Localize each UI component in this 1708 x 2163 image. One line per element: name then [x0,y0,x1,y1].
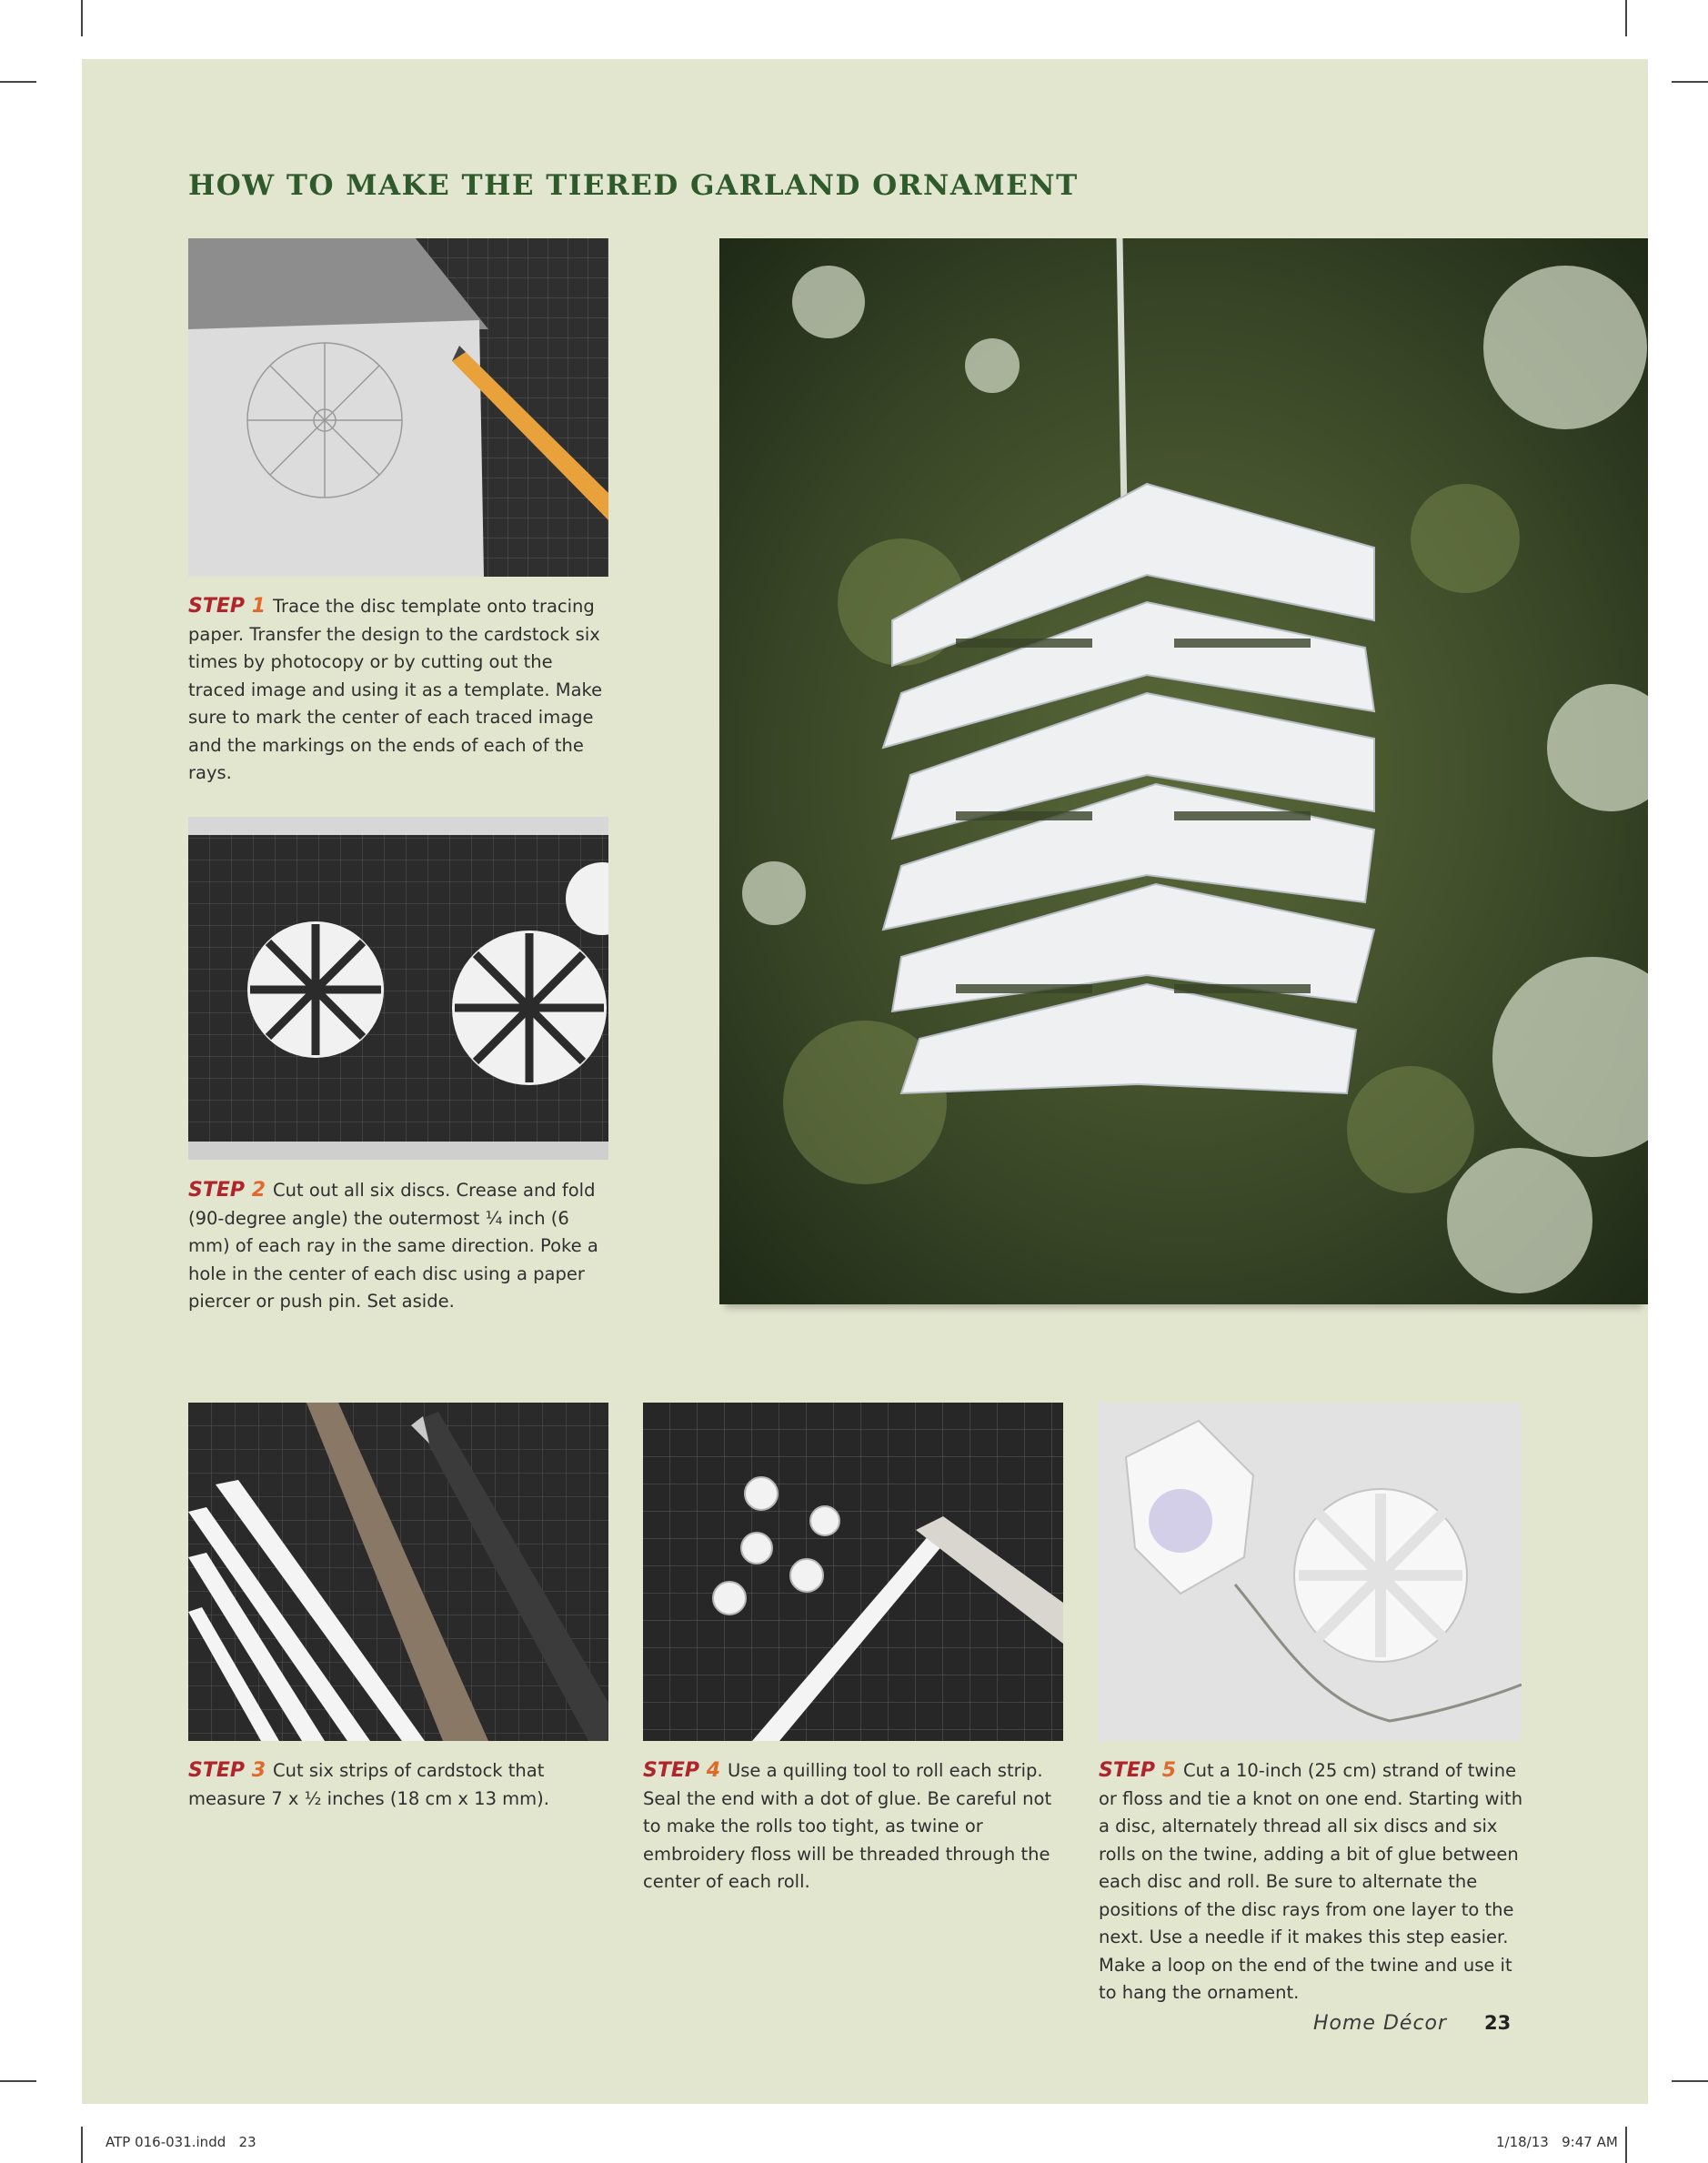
step-3-label: STEP 3 [188,1759,266,1782]
step-4-text: Use a quilling tool to roll each strip. Seal the end with a dot of glue. Be careful not to make the rolls too tight, as twine or embroidery floss will be threaded through the center of each roll. [643,1760,1052,1892]
step-4-caption [643,1757,1066,1896]
step-4-photo [643,1403,1063,1741]
crop-mark [0,81,36,83]
slug-filename: ATP 016-031.indd 23 [105,2134,256,2150]
crop-mark [1625,0,1627,36]
page-title: HOW TO MAKE THE TIERED GARLAND ORNAMENT [188,169,1079,202]
step-3-caption [188,1757,611,1813]
step-5-caption [1099,1757,1531,2007]
section-name: Home Décor [1313,2012,1448,2035]
crop-mark [1672,81,1708,83]
step-2-text: Cut out all six discs. Crease and fold (90-degree angle) the outermost ¼ inch (6 mm) of each ray in the same direction. Poke a hole in the center of each disc using a paper piercer or push pin. Set aside. [188,1180,598,1312]
slug-timestamp: 1/18/13 9:47 AM [1496,2134,1618,2150]
crop-mark [1672,2080,1708,2082]
step-1-text: Trace the disc template onto tracing paper. Transfer the design to the cardstock six times by photocopy or by cutting out the traced image and using it as a template. Make sure to mark the center of each traced image and the markings on the ends of each of the rays. [188,596,603,783]
step-2-photo [188,817,608,1160]
crop-mark [81,2127,83,2163]
step-1-label: STEP 1 [188,595,266,618]
step-4-label: STEP 4 [643,1759,720,1782]
step-1-caption [188,593,611,788]
crop-mark [0,2080,36,2082]
step-5-text: Cut a 10-inch (25 cm) strand of twine or floss and tie a knot on one end. Starting with a disc, alternately thread all six discs and six rolls on the twine, adding a bit of glue between each disc and roll. Be sure to alternate the positions of the disc rays from one layer to the next. Use a needle if it makes this step easier. Make a loop on the end of the twine and use it to hang the ornament. [1099,1760,1523,2003]
step-5-label: STEP 5 [1099,1759,1176,1782]
step-1-photo [188,238,608,577]
step-2-caption [188,1177,611,1316]
step-2-label: STEP 2 [188,1179,266,1202]
step-3-text: Cut six strips of cardstock that measure 7 x ½ inches (18 cm x 13 mm). [188,1760,549,1809]
page-number: 23 [1484,2012,1512,2034]
crop-mark [81,0,83,36]
step-3-photo [188,1403,608,1741]
hero-ornament-photo [719,238,1648,1304]
crop-mark [1625,2127,1627,2163]
step-5-photo [1099,1403,1522,1741]
